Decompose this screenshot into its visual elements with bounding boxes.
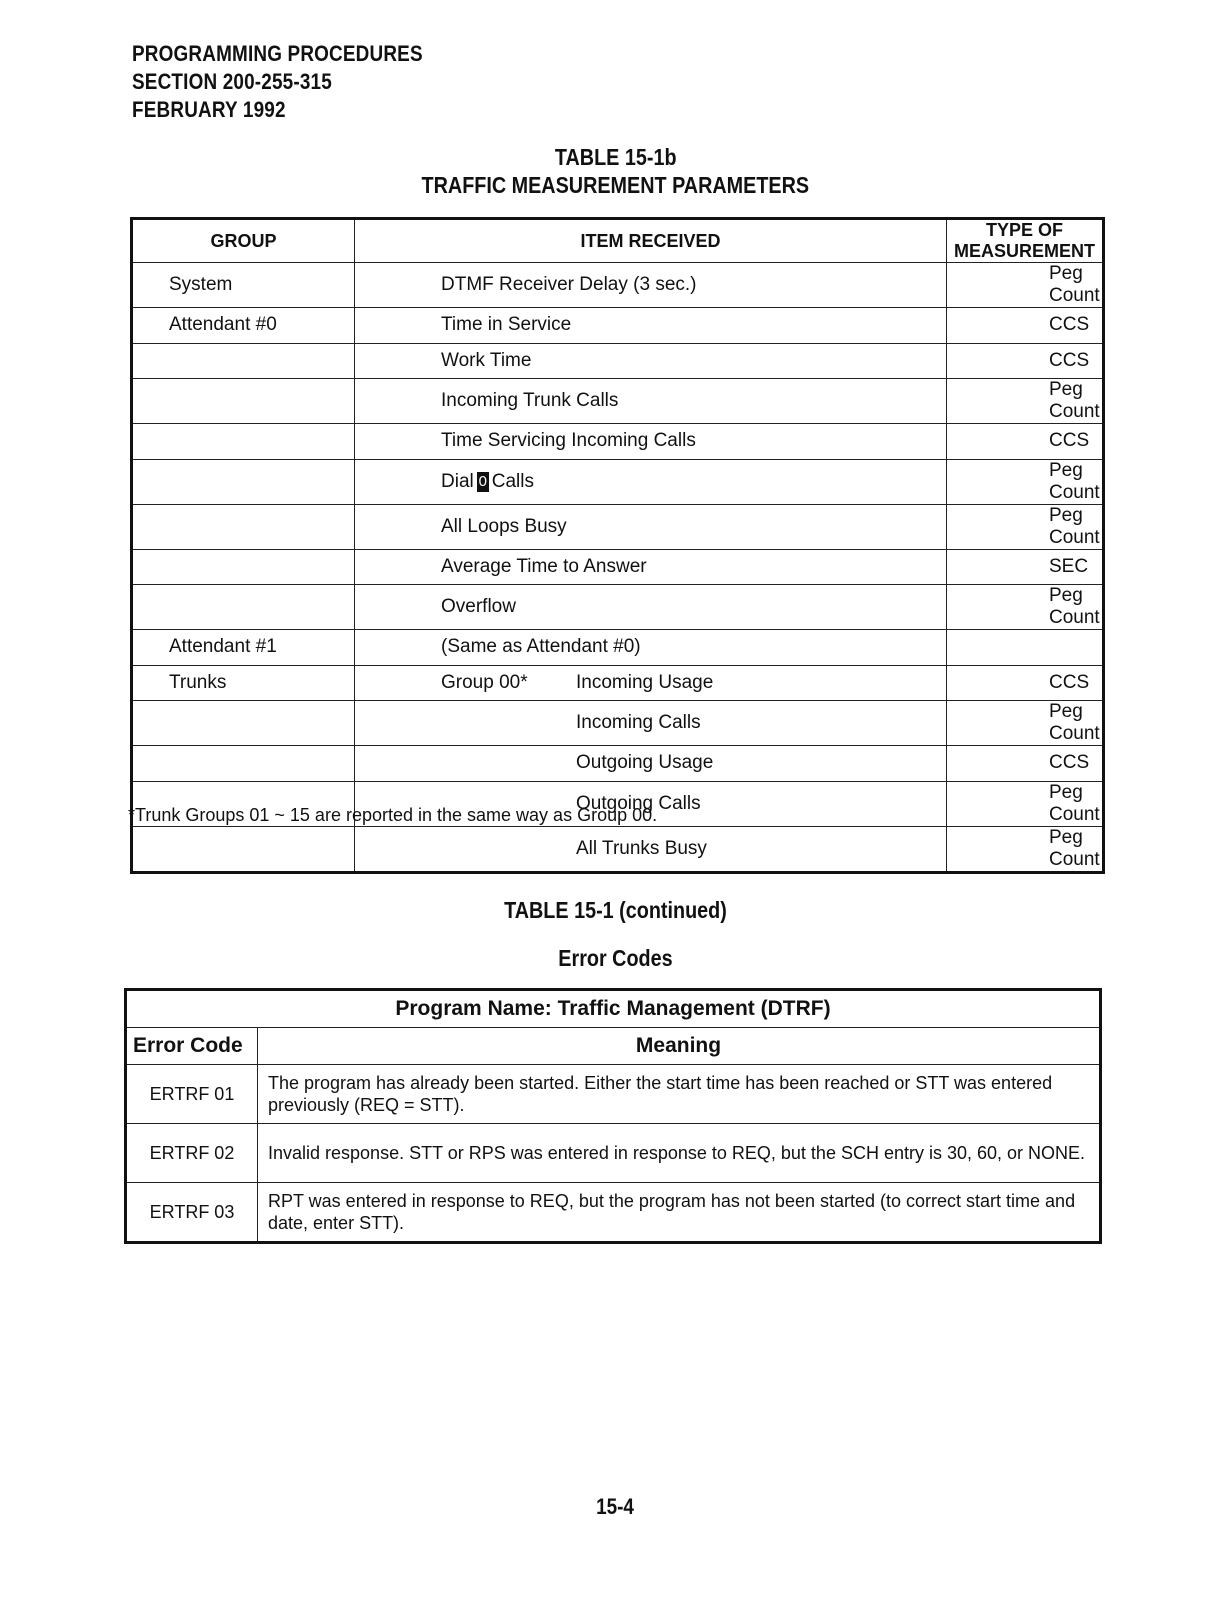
header-title: PROGRAMMING PROCEDURES bbox=[132, 41, 423, 66]
table-row bbox=[126, 1124, 1101, 1183]
item-cell bbox=[355, 746, 947, 782]
item-cell bbox=[355, 459, 947, 504]
meaning-cell: RPT was entered in response to REQ, but the program has not been started (to correct start time and date, enter STT). bbox=[258, 1183, 1101, 1243]
item-cell bbox=[355, 308, 947, 344]
group-cell bbox=[132, 343, 355, 379]
error-code-cell: ERTRF 01 bbox=[126, 1065, 258, 1124]
error-header-row bbox=[126, 1028, 1101, 1065]
group-cell bbox=[132, 549, 355, 585]
column-header-type: TYPE OF MEASUREMENT bbox=[947, 219, 1104, 263]
item-text: Work Time bbox=[441, 349, 532, 371]
column-header-error-code: Error Code bbox=[126, 1028, 258, 1065]
traffic-measurement-table bbox=[130, 217, 1105, 874]
document-header bbox=[132, 40, 423, 124]
column-header-meaning: Meaning bbox=[258, 1028, 1101, 1065]
item-text: Overflow bbox=[441, 596, 516, 617]
table-row bbox=[132, 504, 1104, 549]
traffic-table-title: TABLE 15-1b bbox=[554, 144, 677, 170]
measurement-type-cell: Peg Count bbox=[947, 826, 1104, 872]
program-name: Program Name: Traffic Management (DTRF) bbox=[126, 990, 1101, 1028]
item-text: Time in Service bbox=[441, 314, 572, 336]
item-cell bbox=[355, 343, 947, 379]
item-cell bbox=[355, 379, 947, 424]
item-cell bbox=[355, 665, 947, 701]
group-cell bbox=[132, 424, 355, 460]
measurement-type-cell: SEC bbox=[947, 549, 1104, 585]
group-cell: Attendant #0 bbox=[132, 308, 355, 344]
traffic-table-subtitle: TRAFFIC MEASUREMENT PARAMETERS bbox=[421, 172, 810, 198]
group-cell bbox=[132, 379, 355, 424]
group-cell bbox=[132, 585, 355, 630]
header-date: FEBRUARY 1992 bbox=[132, 97, 286, 122]
measurement-type-cell: Peg Count bbox=[947, 263, 1104, 308]
measurement-type-cell: Peg Count bbox=[947, 781, 1104, 826]
item-cell bbox=[355, 826, 947, 872]
table-row bbox=[132, 701, 1104, 746]
measurement-type-cell: CCS bbox=[947, 308, 1104, 344]
error-code-cell: ERTRF 03 bbox=[126, 1183, 258, 1243]
group-cell bbox=[132, 746, 355, 782]
item-text: Incoming Trunk Calls bbox=[441, 390, 619, 411]
group-cell: Attendant #1 bbox=[132, 630, 355, 666]
trunk-footnote: *Trunk Groups 01 ~ 15 are reported in the same way as Group 00. bbox=[128, 805, 658, 825]
table-row bbox=[132, 746, 1104, 782]
sub-item-text: All Trunks Busy bbox=[576, 837, 707, 859]
error-table-title: TABLE 15-1 (continued) bbox=[504, 897, 727, 923]
item-cell bbox=[355, 424, 947, 460]
table-row bbox=[132, 585, 1104, 630]
measurement-type-cell: CCS bbox=[947, 343, 1104, 379]
group-cell bbox=[132, 459, 355, 504]
item-text: Group 00* bbox=[441, 671, 528, 693]
group-cell: System bbox=[132, 263, 355, 308]
table-row bbox=[132, 630, 1104, 666]
table-row bbox=[132, 549, 1104, 585]
sub-item-text: Incoming Calls bbox=[576, 712, 701, 733]
item-cell bbox=[355, 549, 947, 585]
table-row bbox=[132, 826, 1104, 872]
measurement-type-cell: Peg Count bbox=[947, 701, 1104, 746]
meaning-cell: The program has already been started. Either the start time has been reached or STT was entered previously (REQ = STT). bbox=[258, 1065, 1101, 1124]
program-name-row bbox=[126, 990, 1101, 1028]
meaning-cell: Invalid response. STT or RPS was entered in response to REQ, but the SCH entry is 30, 60, or NONE. bbox=[258, 1124, 1101, 1183]
item-text: (Same as Attendant #0) bbox=[441, 636, 641, 658]
measurement-type-cell: CCS bbox=[947, 665, 1104, 701]
dial-key-icon: 0 bbox=[478, 472, 487, 490]
table-row bbox=[132, 308, 1104, 344]
item-text: DTMF Receiver Delay (3 sec.) bbox=[441, 274, 697, 295]
sub-item-text: Outgoing Calls bbox=[576, 792, 701, 814]
table-row bbox=[132, 665, 1104, 701]
sub-item-text: Outgoing Usage bbox=[576, 752, 714, 774]
item-cell bbox=[355, 263, 947, 308]
error-codes-table bbox=[124, 988, 1102, 1244]
measurement-type-cell bbox=[947, 630, 1104, 666]
table-row bbox=[126, 1183, 1101, 1243]
item-text: All Loops Busy bbox=[441, 515, 567, 537]
column-header-group: GROUP bbox=[132, 219, 355, 263]
item-cell bbox=[355, 630, 947, 666]
item-cell bbox=[355, 504, 947, 549]
group-cell bbox=[132, 701, 355, 746]
item-cell bbox=[355, 701, 947, 746]
table-row bbox=[132, 459, 1104, 504]
table-row bbox=[132, 343, 1104, 379]
page-number: 15-4 bbox=[596, 1494, 635, 1519]
group-cell bbox=[132, 504, 355, 549]
item-text: Dial bbox=[441, 470, 474, 492]
error-code-cell: ERTRF 02 bbox=[126, 1124, 258, 1183]
measurement-type-cell: Peg Count bbox=[947, 379, 1104, 424]
item-text: Average Time to Answer bbox=[441, 555, 647, 577]
error-table-subtitle: Error Codes bbox=[558, 945, 673, 971]
table-row bbox=[126, 1065, 1101, 1124]
item-cell bbox=[355, 585, 947, 630]
group-cell: Trunks bbox=[132, 665, 355, 701]
header-section: SECTION 200-255-315 bbox=[132, 69, 332, 94]
table-row bbox=[132, 424, 1104, 460]
sub-item-text: Incoming Usage bbox=[576, 671, 714, 693]
table-header-row bbox=[132, 219, 1104, 263]
measurement-type-cell: CCS bbox=[947, 746, 1104, 782]
measurement-type-cell: Peg Count bbox=[947, 585, 1104, 630]
item-text-after: Calls bbox=[491, 470, 534, 492]
measurement-type-cell: CCS bbox=[947, 424, 1104, 460]
item-text: Time Servicing Incoming Calls bbox=[441, 430, 696, 452]
measurement-type-cell: Peg Count bbox=[947, 504, 1104, 549]
group-cell bbox=[132, 826, 355, 872]
column-header-item: ITEM RECEIVED bbox=[355, 219, 947, 263]
table-row bbox=[132, 379, 1104, 424]
table-row bbox=[132, 263, 1104, 308]
measurement-type-cell: Peg Count bbox=[947, 459, 1104, 504]
